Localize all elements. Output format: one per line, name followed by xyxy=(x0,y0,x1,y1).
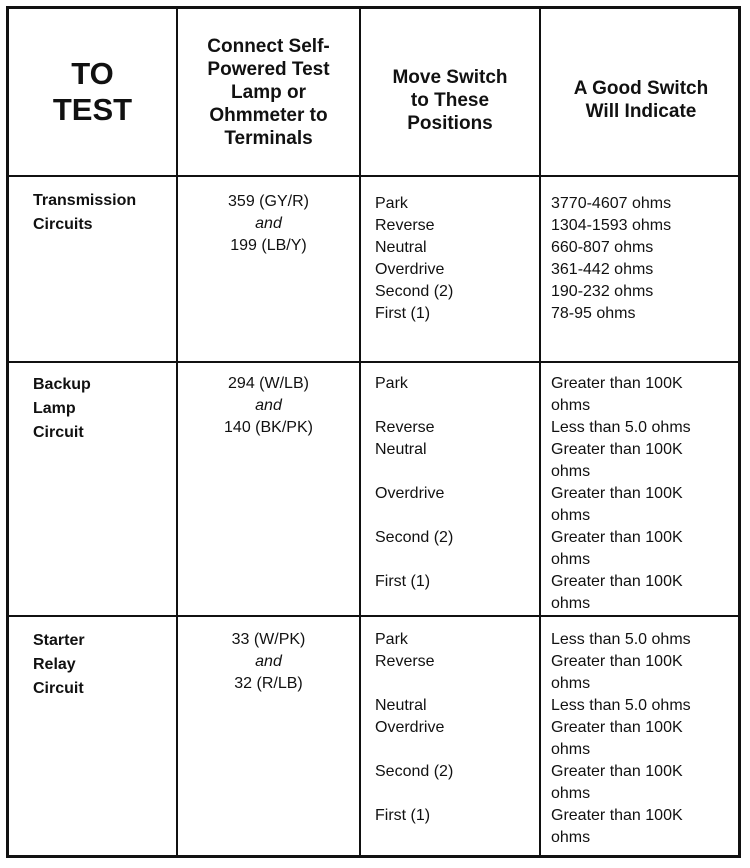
position-item: Second (2) xyxy=(375,283,454,300)
indication-item: 190-232 ohms xyxy=(551,283,654,300)
test-name: Starter Relay Circuit xyxy=(33,632,85,697)
terminal-and: and xyxy=(255,653,282,670)
position-item: Second (2) xyxy=(375,529,454,546)
terminals xyxy=(178,373,359,439)
positions-list xyxy=(375,193,535,353)
test-name: Transmission Circuits xyxy=(33,192,137,233)
header-connect xyxy=(178,9,359,175)
indication-item: Greater than 100K ohms xyxy=(551,441,683,480)
header-to-test xyxy=(9,9,176,175)
position-item: Reverse xyxy=(375,217,435,234)
terminal-a: 33 (W/PK) xyxy=(231,631,306,648)
indication-item: Greater than 100K ohms xyxy=(551,375,683,414)
position-item: Neutral xyxy=(375,697,427,714)
positions-list xyxy=(375,373,535,609)
terminal-a: 294 (W/LB) xyxy=(228,375,309,392)
indication-item: 3770-4607 ohms xyxy=(551,195,672,212)
indication-item: Less than 5.0 ohms xyxy=(551,419,691,436)
terminal-a: 359 (GY/R) xyxy=(228,193,309,210)
switch-test-table xyxy=(6,6,741,858)
indication-item: 361-442 ohms xyxy=(551,261,654,278)
indication-item: 78-95 ohms xyxy=(551,305,636,322)
terminal-b: 32 (R/LB) xyxy=(234,675,303,692)
header-to-test-label: TO TEST xyxy=(52,56,133,127)
indications-list xyxy=(551,193,739,353)
position-item: Overdrive xyxy=(375,719,445,736)
test-name: Backup Lamp Circuit xyxy=(33,376,91,441)
indication-item: Less than 5.0 ohms xyxy=(551,697,691,714)
header-move xyxy=(361,9,539,175)
position-item: First (1) xyxy=(375,573,431,590)
position-item: Overdrive xyxy=(375,261,445,278)
indication-item: Less than 5.0 ohms xyxy=(551,631,691,648)
indication-item: Greater than 100K ohms xyxy=(551,807,683,846)
indication-item: Greater than 100K ohms xyxy=(551,485,683,524)
header-good-label: A Good Switch Will Indicate xyxy=(573,78,709,122)
position-item: Reverse xyxy=(375,653,435,670)
position-item: Park xyxy=(375,631,408,648)
indications-list xyxy=(551,629,739,853)
position-item: Overdrive xyxy=(375,485,445,502)
indication-item: Greater than 100K ohms xyxy=(551,763,683,802)
positions-list xyxy=(375,629,535,853)
position-item: Neutral xyxy=(375,239,427,256)
header-divider xyxy=(9,175,738,177)
terminal-and: and xyxy=(255,397,282,414)
position-item: First (1) xyxy=(375,807,431,824)
indications-list xyxy=(551,373,739,613)
terminal-b: 199 (LB/Y) xyxy=(230,237,307,254)
position-item: First (1) xyxy=(375,305,431,322)
indication-item: 1304-1593 ohms xyxy=(551,217,672,234)
terminals xyxy=(178,629,359,695)
indication-item: 660-807 ohms xyxy=(551,239,654,256)
position-item: Reverse xyxy=(375,419,435,436)
position-item: Neutral xyxy=(375,441,427,458)
indication-item: Greater than 100K ohms xyxy=(551,719,683,758)
position-item: Park xyxy=(375,375,408,392)
header-connect-label: Connect Self- Powered Test Lamp or Ohmmeter to Terminals xyxy=(207,35,330,149)
indication-item: Greater than 100K ohms xyxy=(551,529,683,568)
position-item: Park xyxy=(375,195,408,212)
terminal-and: and xyxy=(255,215,282,232)
header-good xyxy=(541,9,741,175)
terminals xyxy=(178,191,359,257)
position-item: Second (2) xyxy=(375,763,454,780)
row-divider xyxy=(9,361,738,363)
row-divider xyxy=(9,615,738,617)
terminal-b: 140 (BK/PK) xyxy=(224,419,313,436)
indication-item: Greater than 100K ohms xyxy=(551,653,683,692)
indication-item: Greater than 100K ohms xyxy=(551,573,683,612)
header-move-label: Move Switch to These Positions xyxy=(392,66,508,134)
